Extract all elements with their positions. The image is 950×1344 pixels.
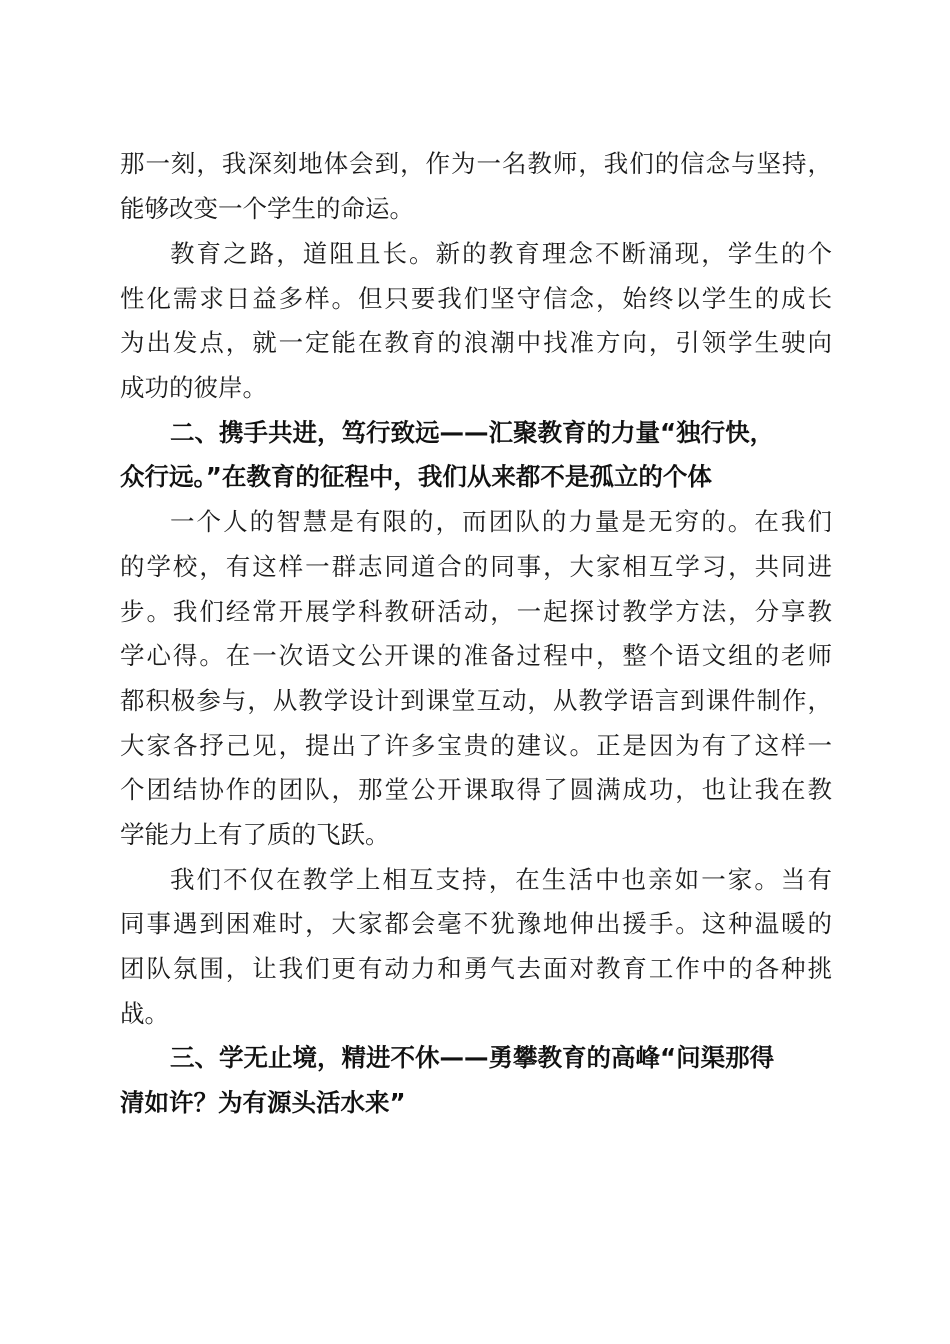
paragraph-line: 团队氛围，让我们更有动力和勇气去面对教育工作中的各种挑 [120,954,832,983]
paragraph-line: 的学校，有这样一群志同道合的同事，大家相互学习，共同进 [120,552,832,581]
paragraph-line: 步。我们经常开展学科教研活动，一起探讨教学方法，分享教 [120,597,832,626]
paragraph-line: 都积极参与，从教学设计到课堂互动，从教学语言到课件制作， [120,686,832,715]
section-heading-2-continued: 众行远。”在教育的征程中，我们从来都不是孤立的个体 [120,462,712,491]
paragraph-line: 性化需求日益多样。但只要我们坚守信念，始终以学生的成长 [120,284,832,313]
paragraph-line: 学能力上有了质的飞跃。 [120,820,390,849]
paragraph-line: 一个人的智慧是有限的，而团队的力量是无穷的。在我们 [170,507,832,536]
paragraph-line: 大家各抒己见，提出了许多宝贵的建议。正是因为有了这样一 [120,731,832,760]
section-heading-3-continued: 清如许？为有源头活水来” [120,1088,406,1117]
paragraph-line: 成功的彼岸。 [120,373,267,402]
paragraph-line: 同事遇到困难时，大家都会毫不犹豫地伸出援手。这种温暖的 [120,909,832,938]
section-heading-2: 二、携手共进，笃行致远——汇聚教育的力量“独行快， [170,418,775,447]
paragraph-line: 为出发点，就一定能在教育的浪潮中找准方向，引领学生驶向 [120,328,832,357]
paragraph-line: 教育之路，道阻且长。新的教育理念不断涌现，学生的个 [170,239,832,268]
paragraph-line: 能够改变一个学生的命运。 [120,194,414,223]
section-heading-3: 三、学无止境，精进不休——勇攀教育的高峰“问渠那得 [170,1043,775,1072]
paragraph-line: 我们不仅在教学上相互支持，在生活中也亲如一家。当有 [170,865,832,894]
paragraph-line: 战。 [120,999,169,1028]
paragraph-line: 学心得。在一次语文公开课的准备过程中，整个语文组的老师 [120,641,832,670]
paragraph-line: 个团结协作的团队，那堂公开课取得了圆满成功，也让我在教 [120,775,832,804]
paragraph-line: 那一刻，我深刻地体会到，作为一名教师，我们的信念与坚持， [120,149,832,178]
